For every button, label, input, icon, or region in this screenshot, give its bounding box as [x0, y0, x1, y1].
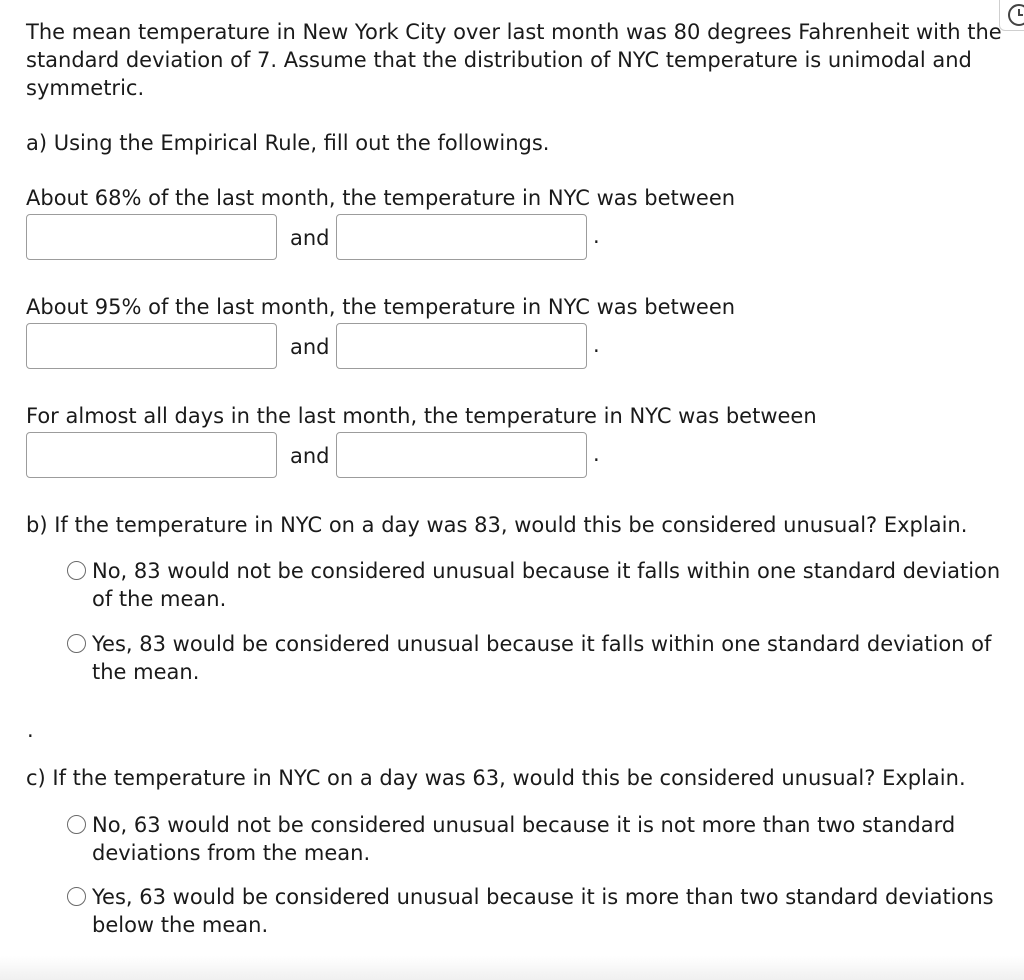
bottom-shade [0, 956, 1024, 980]
answer-95-high-input[interactable] [336, 323, 587, 369]
part-b-heading: b) If the temperature in NYC on a day was 83, would this be considered unusual? Explain. [26, 513, 968, 537]
and-label: and [290, 226, 330, 250]
period-label: . [593, 442, 600, 466]
option-label: Yes, 83 would be considered unusual because it falls within one standard deviation of the mean. [92, 632, 992, 684]
answer-all-high-input[interactable] [336, 432, 587, 478]
part-c-option-yes[interactable] [67, 883, 1007, 939]
answer-row-all [26, 432, 626, 482]
part-b-option-no[interactable] [67, 557, 1007, 613]
and-label: and [290, 444, 330, 468]
part-c-heading: c) If the temperature in NYC on a day was 63, would this be considered unusual? Explain. [26, 766, 966, 790]
option-label: No, 63 would not be considered unusual because it is not more than two standard deviations from the mean. [92, 813, 956, 865]
part-a-prompt-all: For almost all days in the last month, the temperature in NYC was between [26, 404, 817, 428]
and-label: and [290, 335, 330, 359]
answer-68-low-input[interactable] [26, 214, 277, 260]
answer-95-low-input[interactable] [26, 323, 277, 369]
question-intro: The mean temperature in New York City over last month was 80 degrees Fahrenheit with the standard deviation of 7. Assume that the distribution of NYC temperature is unimodal and symmetric. [26, 20, 1002, 100]
answer-all-low-input[interactable] [26, 432, 277, 478]
option-label: Yes, 63 would be considered unusual because it is more than two standard deviations below the mean. [92, 885, 994, 937]
radio-button[interactable] [67, 815, 86, 834]
part-c-option-no[interactable] [67, 811, 1007, 867]
part-a-prompt-68: About 68% of the last month, the temperature in NYC was between [26, 186, 736, 210]
radio-button[interactable] [67, 634, 86, 653]
answer-row-68 [26, 214, 626, 264]
period-label: . [593, 224, 600, 248]
separator-dot: . [27, 718, 34, 742]
radio-button[interactable] [67, 561, 86, 580]
part-b-option-yes[interactable] [67, 630, 1007, 686]
answer-row-95 [26, 323, 626, 373]
option-label: No, 83 would not be considered unusual because it falls within one standard deviation of the mean. [92, 559, 1001, 611]
period-label: . [593, 333, 600, 357]
part-a-heading: a) Using the Empirical Rule, fill out the followings. [26, 131, 550, 155]
radio-button[interactable] [67, 887, 86, 906]
part-a-prompt-95: About 95% of the last month, the temperature in NYC was between [26, 295, 736, 319]
answer-68-high-input[interactable] [336, 214, 587, 260]
